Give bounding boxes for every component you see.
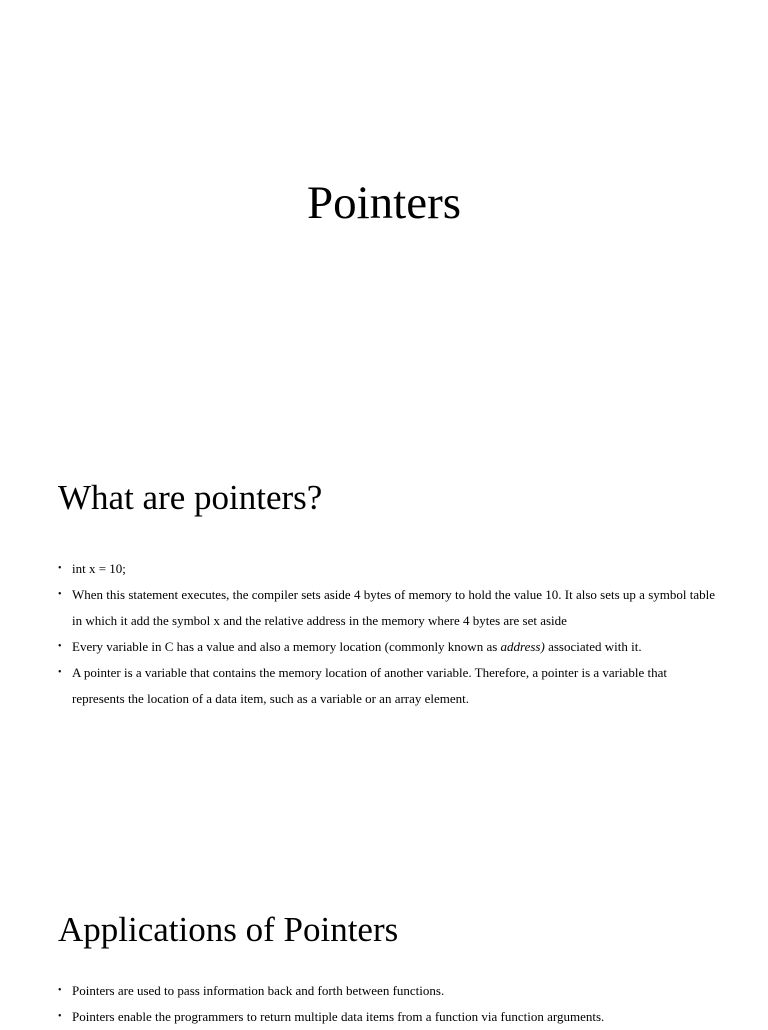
bullet-dot-icon: •	[58, 589, 62, 600]
bullet-dot-icon: •	[58, 1011, 62, 1022]
bullet-item	[58, 582, 718, 634]
bullet-text-emphasis: address)	[500, 639, 545, 654]
bullet-text: Pointers enable the programmers to return multiple data items from a function via function arguments.	[72, 1009, 605, 1024]
section-heading-applications: Applications of Pointers	[58, 910, 399, 949]
bullet-item	[58, 978, 718, 1004]
bullet-item	[58, 660, 718, 712]
bullet-dot-icon: •	[58, 563, 62, 574]
bullet-text: int x = 10;	[72, 561, 126, 576]
slide-title: Pointers	[306, 177, 462, 229]
bullet-text-after: associated with it.	[544, 639, 642, 654]
bullet-dot-icon: •	[58, 985, 62, 996]
bullet-text: When this statement executes, the compiler sets aside 4 bytes of memory to hold the value 10. It also sets up a symbol table in which it add the symbol x and the relative address in the memory where 4 bytes are set aside	[72, 587, 715, 628]
bullet-dot-icon: •	[58, 641, 62, 652]
bullet-text: Pointers are used to pass information back and forth between functions.	[72, 983, 445, 998]
bullet-text-before: Every variable in C has a value and also a memory location (commonly known as	[72, 639, 501, 654]
bullet-dot-icon: •	[58, 667, 62, 678]
bullet-list-applications	[58, 978, 718, 1030]
bullet-item	[58, 634, 718, 660]
bullet-item	[58, 1004, 718, 1030]
bullet-list-what-are-pointers	[58, 556, 718, 712]
section-heading-what-are-pointers: What are pointers?	[58, 478, 323, 517]
bullet-text: A pointer is a variable that contains the memory location of another variable. Therefore, a pointer is a variable that represents the location of a data item, such as a variable or an array element.	[72, 665, 668, 706]
bullet-item	[58, 556, 718, 582]
